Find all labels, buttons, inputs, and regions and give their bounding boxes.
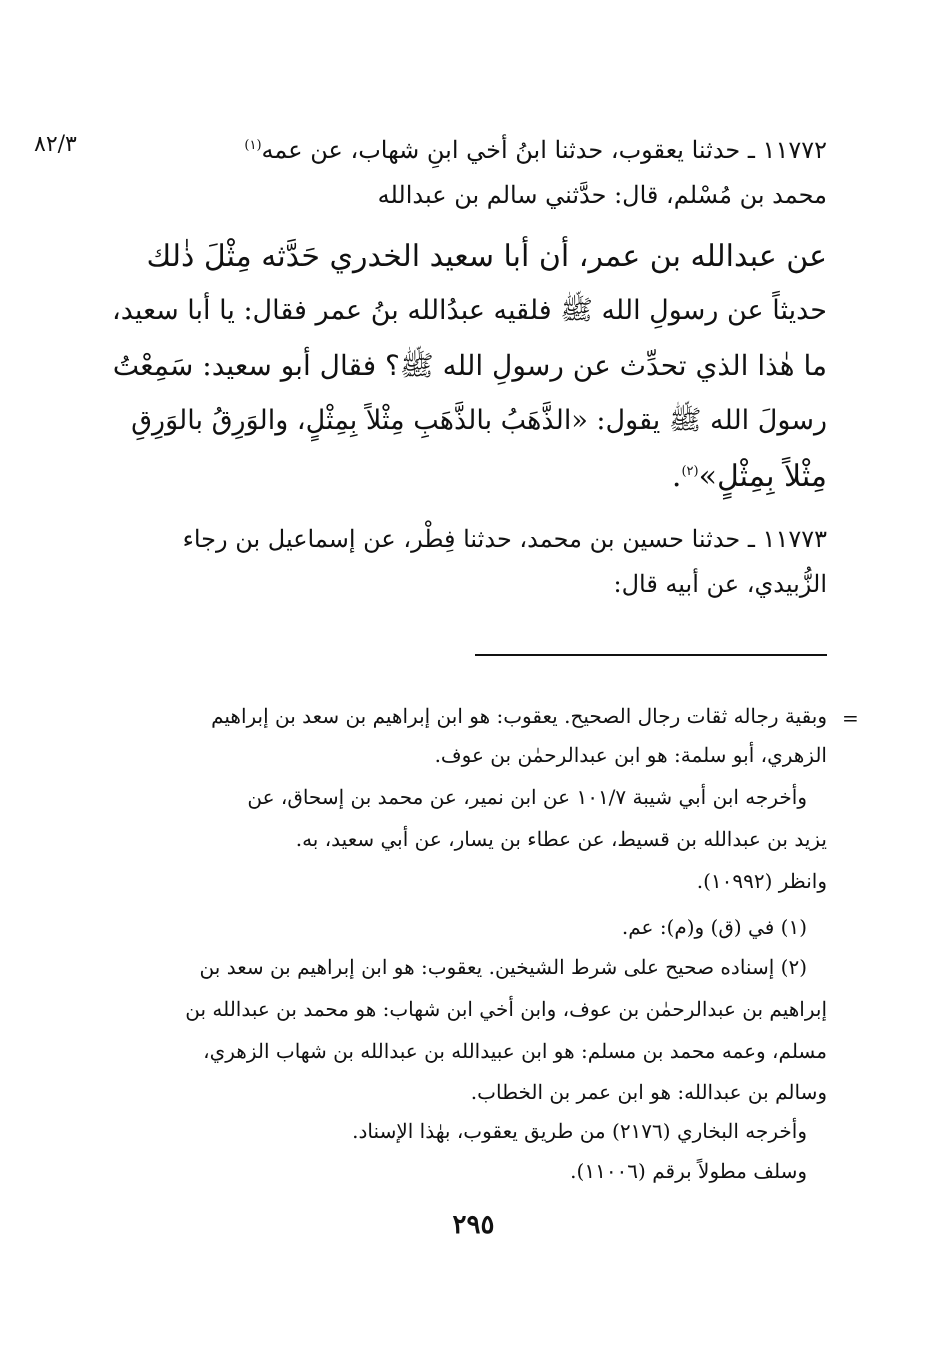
hadith-11772-line-1-text: ١١٧٧٢ ـ حدثنا يعقوب، حدثنا ابنُ أخي ابنِ شهاب، عن عمه <box>261 136 827 164</box>
footnote-separator <box>475 654 827 656</box>
footnote-ref-2: (٢) <box>681 464 699 479</box>
hadith-11772-matn-line-2: حديثاً عن رسولِ الله ﷺ فلقيه عبدُالله بنُ عمر فقال: يا أبا سعيد، <box>112 295 827 326</box>
hadith-11772-matn-line-4: رسولَ الله ﷺ يقول: «الذَّهَبُ بالذَّهَبِ مِثْلاً بِمِثْلٍ، والوَرِقُ بالوَرِقِ <box>131 405 827 436</box>
hadith-11772-matn-line-5-text: مِثْلاً بِمِثْلٍ» <box>698 459 827 494</box>
hadith-11773-line-2: الزُّبيدي، عن أبيه قال: <box>613 570 827 598</box>
footnote-continuation-mark: = <box>842 706 859 730</box>
footnote-line: وأخرجه البخاري (٢١٧٦) من طريق يعقوب، بهٰذا الإسناد. <box>352 1119 807 1143</box>
footnote-line: وبقية رجاله ثقات رجال الصحيح. يعقوب: هو ابن إبراهيم بن سعد بن إبراهيم <box>211 704 827 728</box>
footnote-2: (٢) إسناده صحيح على شرط الشيخين. يعقوب: هو ابن إبراهيم بن سعد بن <box>199 955 807 979</box>
footnote-line: إبراهيم بن عبدالرحمٰن بن عوف، وابن أخي ابن شهاب: هو محمد بن عبدالله بن <box>185 997 827 1021</box>
hadith-11772-matn-line-5 <box>671 459 827 494</box>
footnote-line: وأخرجه ابن أبي شيبة ١٠١/٧ عن ابن نمير، عن محمد بن إسحاق، عن <box>247 785 807 809</box>
footnote-1: (١) في (ق) و(م): عم. <box>621 915 807 939</box>
footnote-line: وسلف مطولاً برقم (١١٠٠٦). <box>570 1159 807 1183</box>
footnote-line: وانظر (١٠٩٩٢). <box>696 869 827 893</box>
hadith-11772-line-1 <box>244 138 827 162</box>
footnote-ref-1: (١) <box>244 138 262 153</box>
footnote-line: مسلم، وعمه محمد بن مسلم: هو ابن عبيدالله بن عبدالله بن شهاب الزهري، <box>203 1039 827 1063</box>
hadith-11772-matn-line-1: عن عبدالله بن عمر، أن أبا سعيد الخدري حَدَّثه مِثْلَ ذٰلك <box>146 239 827 274</box>
hadith-11772-end-mark: . <box>671 459 682 494</box>
volume-page-reference: ٨٢/٣ <box>34 132 77 157</box>
footnote-line: الزهري، أبو سلمة: هو ابن عبدالرحمٰن بن عوف. <box>434 743 827 767</box>
page-number: ٢٩٥ <box>452 1210 495 1240</box>
footnote-line: وسالم بن عبدالله: هو ابن عمر بن الخطاب. <box>470 1080 827 1104</box>
hadith-11772-matn-line-3: ما هٰذا الذي تحدِّث عن رسولِ الله ﷺ؟ فقال أبو سعيد: سَمِعْتُ <box>112 349 827 382</box>
hadith-11773-line-1: ١١٧٧٣ ـ حدثنا حسين بن محمد، حدثنا فِطْر، عن إسماعيل بن رجاء <box>182 525 827 553</box>
hadith-11772-line-2: محمد بن مُسْلم، قال: حدَّثني سالم بن عبدالله <box>377 181 827 209</box>
footnote-line: يزيد بن عبدالله بن قسيط، عن عطاء بن يسار، عن أبي سعيد، به. <box>295 827 827 851</box>
